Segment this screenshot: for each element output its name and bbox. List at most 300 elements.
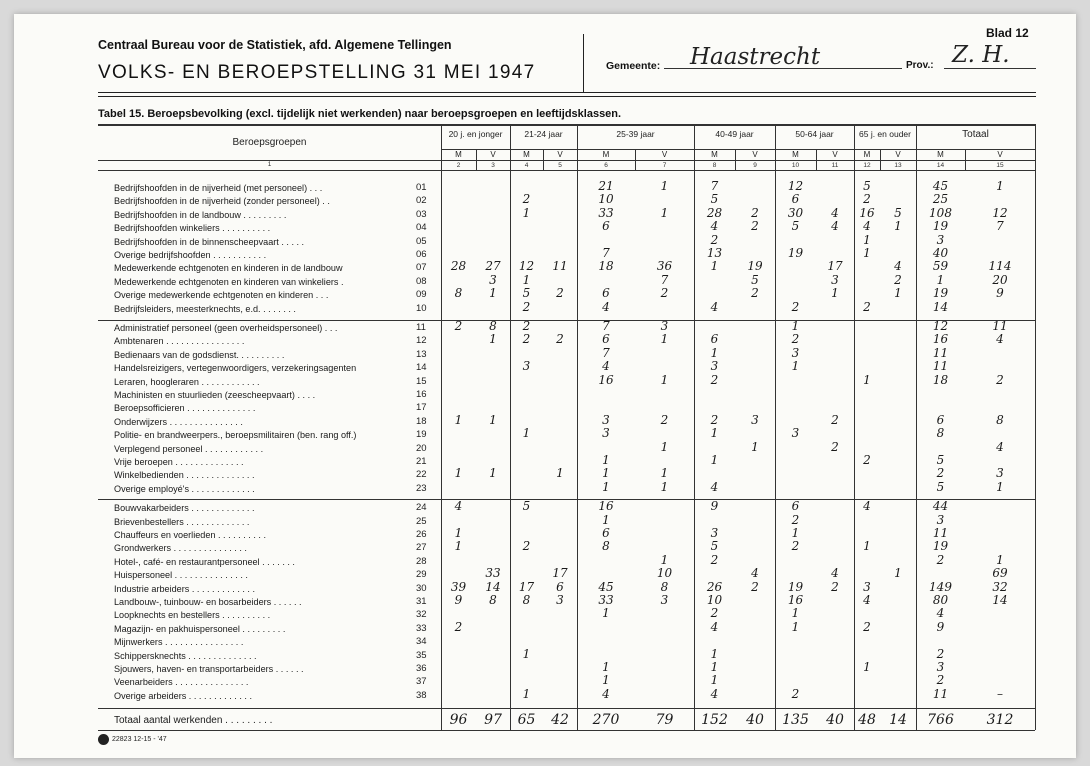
table-cell: 2 [710, 412, 719, 427]
table-cell: 3 [791, 345, 800, 360]
total-cell: 152 [701, 712, 728, 728]
sex-label: V [832, 150, 838, 159]
table-cell: 2 [710, 232, 719, 247]
table-cell: 1 [894, 286, 902, 301]
table-cell: 8 [489, 319, 497, 333]
table-title: Tabel 15. Beroepsbevolking (excl. tijdelijk niet werkenden) naar beroepsgroepen en leeftijdsklassen. [98, 108, 622, 120]
total-cell: 14 [889, 712, 907, 728]
occupation-row-number: 02 [416, 195, 427, 207]
table-cell: 1 [522, 205, 531, 220]
table-cell: 2 [751, 205, 759, 220]
column-number: 14 [936, 162, 945, 169]
column-number: 4 [524, 162, 529, 169]
table-cell: 7 [602, 246, 610, 260]
table-cell: 11 [932, 345, 949, 360]
total-cell: 96 [449, 712, 468, 728]
table-cell: 8 [454, 286, 463, 301]
table-cell: 1 [454, 526, 463, 540]
table-cell: 21 [598, 179, 614, 193]
occupation-row-label: Handelsreizigers, vertegenwoordigers, verzekeringsagenten [114, 363, 357, 374]
occupation-row-number: 05 [416, 235, 427, 247]
table-cell: 2 [454, 319, 463, 333]
table-cell: 3 [996, 466, 1004, 481]
colnum-header-rule [98, 170, 1035, 171]
table-cell: 16 [932, 332, 949, 347]
table-cell: 8 [489, 593, 497, 607]
occupation-row-number: 30 [416, 582, 427, 594]
header-rule [98, 92, 1036, 93]
table-cell: 10 [656, 566, 673, 581]
table-cell: 9 [454, 593, 463, 607]
table-cell: 9 [936, 619, 945, 634]
column-number: 13 [894, 162, 902, 169]
sheet-label: Blad 12 [986, 26, 1029, 40]
table-cell: 1 [710, 660, 719, 674]
table-cell: 1 [489, 412, 497, 427]
table-cell: – [997, 686, 1003, 701]
occupation-row-label: Medewerkende echtgenoten en kinderen van winkeliers . [114, 276, 344, 287]
column-number: 6 [604, 162, 608, 169]
total-cell: 135 [782, 712, 809, 728]
table-cell: 4 [710, 299, 719, 314]
table-cell: 2 [454, 619, 463, 634]
table-cell: 5 [522, 499, 531, 514]
occupation-row-number: 19 [416, 429, 427, 441]
occupation-row-label: Bedrijfshoofden in de landbouw . . . . . . . . . [114, 209, 287, 220]
table-cell: 11 [932, 526, 949, 540]
table-cell: 19 [747, 259, 763, 274]
occupation-row-number: 28 [416, 555, 427, 567]
table-cell: 3 [660, 319, 669, 333]
table-cell: 1 [660, 552, 669, 567]
table-cell: 19 [787, 246, 804, 260]
occupation-row-label: Landbouw-, tuinbouw- en bosarbeiders . . . . . . [114, 597, 302, 607]
table-cell: 2 [791, 299, 800, 314]
province-label: Prov.: [906, 60, 934, 71]
table-cell: 4 [454, 499, 463, 514]
table-cell: 1 [996, 552, 1004, 567]
table-cell: 2 [791, 686, 800, 701]
table-cell: 11 [932, 359, 949, 374]
table-cell: 1 [791, 606, 800, 621]
table-top-rule [98, 124, 1035, 126]
table-cell: 28 [450, 259, 467, 274]
table-cell: 2 [791, 512, 800, 527]
occupation-row-number: 16 [416, 389, 427, 400]
table-cell: 2 [522, 319, 531, 333]
table-cell: 2 [863, 299, 871, 314]
table-cell: 33 [598, 593, 614, 607]
table-cell: 9 [996, 286, 1004, 301]
sex-label: V [557, 150, 563, 159]
occupation-row-label: Bedienaars van de godsdienst. . . . . . . . . . [114, 349, 285, 360]
table-cell: 108 [929, 205, 952, 220]
table-cell: 8 [996, 412, 1004, 427]
table-cell: 2 [660, 286, 669, 301]
table-cell: 1 [710, 453, 719, 467]
occupation-row-number: 23 [416, 482, 427, 494]
occupation-row-number: 13 [416, 348, 427, 360]
table-cell: 36 [656, 259, 673, 274]
table-cell: 2 [522, 332, 531, 347]
table-cell: 1 [660, 332, 669, 347]
table-cell: 3 [660, 593, 669, 607]
table-cell: 20 [992, 272, 1008, 287]
occupation-row-label: Leraren, hoogleraren . . . . . . . . . . . . [114, 376, 260, 387]
column-number: 9 [753, 162, 757, 169]
table-cell: 10 [706, 593, 723, 607]
table-cell: 3 [936, 232, 945, 247]
table-cell: 4 [863, 499, 871, 514]
occupation-colnum: 1 [267, 161, 272, 168]
col-rule-occupation [441, 124, 442, 730]
sex-label: M [602, 150, 610, 159]
table-cell: 2 [936, 552, 945, 567]
table-cell: 2 [791, 332, 800, 347]
table-cell: 1 [660, 466, 669, 481]
occupation-row-label: Overige bedrijfshoofden . . . . . . . . . . . [114, 250, 267, 260]
column-number: 7 [662, 162, 667, 169]
table-cell: 45 [932, 179, 949, 193]
table-cell: 5 [751, 272, 759, 287]
table-cell: 33 [598, 205, 614, 220]
occupation-row-number: 12 [416, 335, 427, 347]
table-cell: 6 [936, 412, 945, 427]
occupation-row-number: 32 [416, 609, 427, 621]
occupation-row-label: Overige employé's . . . . . . . . . . . . . [114, 483, 255, 494]
table-cell: 1 [996, 479, 1004, 494]
table-cell: 2 [660, 412, 669, 427]
sex-label: V [752, 150, 758, 159]
occupation-row-label: Bedrijfsleiders, meesterknechts, e.d. . . . . . . . [114, 303, 296, 314]
table-cell: 3 [791, 426, 800, 441]
age-group-header: 25-39 jaar [616, 129, 655, 139]
table-cell: 1 [710, 646, 719, 661]
table-cell: 30 [787, 205, 804, 220]
section-rule-2 [98, 499, 1035, 500]
table-cell: 1 [660, 179, 669, 193]
table-cell: 1 [660, 205, 669, 220]
table-cell: 3 [936, 512, 945, 527]
table-cell: 2 [996, 372, 1004, 387]
table-cell: 1 [791, 319, 800, 333]
municipality-label: Gemeente: [606, 60, 661, 72]
occupation-row-number: 20 [416, 442, 427, 454]
table-cell: 3 [489, 272, 497, 287]
table-cell: 7 [602, 319, 610, 333]
table-cell: 19 [932, 539, 949, 554]
occupation-row-number: 36 [416, 663, 427, 674]
table-cell: 7 [710, 179, 719, 193]
column-number: 15 [996, 162, 1004, 169]
column-number: 8 [712, 162, 717, 169]
table-cell: 2 [710, 552, 719, 567]
table-cell: 2 [863, 619, 871, 634]
table-cell: 19 [932, 286, 949, 301]
occupation-row-label: Machinisten en stuurlieden (zeescheepvaart) . . . . [114, 390, 316, 400]
table-cell: 17 [827, 259, 843, 274]
table-cell: 4 [831, 219, 839, 234]
table-cell: 69 [992, 566, 1008, 581]
table-cell: 1 [454, 466, 463, 481]
table-cell: 1 [996, 179, 1004, 193]
occupation-row-label: Overige medewerkende echtgenoten en kinderen . . . [114, 290, 329, 301]
table-cell: 2 [936, 646, 945, 661]
occupation-row-label: Overige arbeiders . . . . . . . . . . . . . [114, 690, 252, 701]
occupation-row-label: Chauffeurs en voerlieden . . . . . . . . . . [114, 530, 266, 540]
total-cell: 312 [986, 712, 1014, 728]
table-cell: 7 [660, 272, 669, 287]
age-group-header: 21-24 jaar [524, 129, 563, 139]
sex-label: M [711, 150, 718, 159]
table-cell: 2 [710, 606, 719, 621]
table-cell: 1 [489, 466, 497, 481]
occupation-row-label: Bedrijfshoofden in de nijverheid (met personeel) . . . [114, 183, 323, 193]
table-cell: 1 [489, 286, 497, 301]
table-cell: 33 [485, 566, 501, 581]
table-cell: 1 [602, 512, 610, 527]
table-cell: 3 [522, 359, 531, 374]
occupation-row-number: 18 [416, 415, 427, 427]
table-cell: 1 [602, 479, 610, 494]
occupation-row-number: 38 [416, 689, 427, 701]
table-cell: 3 [936, 660, 945, 674]
table-cell: 2 [863, 192, 871, 207]
sex-label: M [455, 150, 462, 159]
occupation-row-label: Vrije beroepen . . . . . . . . . . . . . . [114, 457, 244, 467]
occupation-header: Beroepsgroepen [232, 137, 307, 148]
table-cell: 12 [932, 319, 949, 333]
table-cell: 1 [602, 673, 610, 688]
table-cell: 1 [710, 673, 719, 688]
column-number: 10 [791, 162, 800, 169]
occupation-row-number: 22 [416, 469, 427, 481]
occupation-row-label: Brievenbestellers . . . . . . . . . . . . . [114, 516, 250, 527]
organization-name: Centraal Bureau voor de Statistiek, afd. Algemene Tellingen [98, 38, 452, 52]
table-cell: 5 [936, 479, 945, 494]
table-cell: 3 [556, 593, 564, 607]
occupation-row-label: Bedrijfshoofden in de nijverheid (zonder personeel) . . [114, 196, 330, 207]
table-cell: 1 [454, 539, 463, 554]
sex-label: V [661, 150, 668, 159]
total-cell: 79 [655, 712, 674, 728]
occupation-row-number: 34 [416, 636, 427, 648]
occupation-row-label: Sjouwers, haven- en transportarbeiders . . . . . . [114, 664, 304, 674]
occupation-row-label: Onderwijzers . . . . . . . . . . . . . . . [114, 416, 243, 427]
table-cell: 6 [602, 332, 610, 347]
table-cell: 14 [932, 299, 949, 314]
occupation-row-number: 08 [416, 275, 427, 287]
occupation-row-label: Huispersoneel . . . . . . . . . . . . . . . [114, 570, 248, 581]
table-cell: 1 [522, 426, 531, 441]
occupation-row-number: 15 [416, 375, 427, 387]
table-cell: 2 [556, 286, 564, 301]
table-cell: 12 [518, 259, 535, 274]
total-cell: 42 [551, 712, 569, 728]
table-cell: 14 [992, 593, 1008, 607]
table-cell: 149 [929, 579, 952, 594]
table-cell: 1 [660, 372, 669, 387]
table-cell: 3 [863, 579, 871, 594]
table-cell: 1 [489, 332, 497, 347]
total-cell: 65 [517, 712, 536, 728]
occupation-row-number: 10 [416, 302, 427, 314]
table-cell: 27 [485, 259, 501, 274]
column-number: 3 [491, 162, 495, 169]
table-cell: 17 [552, 566, 568, 581]
table-cell: 32 [992, 579, 1008, 594]
table-cell: 3 [831, 272, 839, 287]
province-line [944, 68, 1036, 69]
table-cell: 2 [556, 332, 564, 347]
occupation-row-number: 29 [416, 569, 427, 581]
table-cell: 4 [710, 479, 719, 494]
table-cell: 4 [710, 619, 719, 634]
table-cell: 11 [932, 686, 949, 701]
age-group-header: 40-49 jaar [715, 129, 754, 139]
total-cell: 270 [592, 712, 620, 728]
occupation-row-number: 24 [416, 502, 427, 514]
table-cell: 8 [936, 426, 945, 441]
table-cell: 7 [996, 219, 1004, 234]
table-cell: 4 [996, 439, 1004, 454]
table-cell: 2 [791, 539, 800, 554]
age-group-header: Totaal [962, 129, 989, 140]
occupation-row-label: Verplegend personeel . . . . . . . . . . . . [114, 443, 264, 454]
sex-label: V [895, 150, 901, 159]
occupation-row-label: Veenarbeiders . . . . . . . . . . . . . . . [114, 677, 249, 688]
table-cell: 2 [751, 579, 759, 594]
column-number: 12 [863, 162, 871, 169]
table-cell: 4 [831, 205, 839, 220]
table-cell: 16 [598, 499, 614, 514]
table-cell: 1 [602, 453, 610, 467]
table-cell: 5 [710, 539, 719, 554]
table-cell: 1 [710, 345, 719, 360]
table-cell: 4 [996, 332, 1004, 347]
form-code: 22823 12-15 - '47 [112, 736, 167, 743]
column-number: 11 [831, 162, 839, 169]
table-cell: 1 [863, 660, 871, 674]
municipality-value: Haastrecht [690, 44, 821, 70]
table-cell: 1 [791, 526, 800, 540]
table-cell: 12 [787, 179, 804, 193]
table-cell: 11 [992, 319, 1008, 333]
table-cell: 3 [602, 412, 610, 427]
table-cell: 1 [791, 619, 800, 634]
table-cell: 2 [831, 439, 839, 454]
header-divider [583, 34, 584, 92]
table-cell: 4 [863, 593, 871, 607]
table-cell: 2 [936, 673, 945, 688]
table-cell: 40 [932, 246, 949, 260]
age-group-header: 20 j. en jonger [448, 129, 503, 139]
table-cell: 11 [552, 259, 568, 274]
occupation-row-label: Mijnwerkers . . . . . . . . . . . . . . . . [114, 637, 244, 648]
sex-label: M [937, 150, 944, 159]
table-cell: 6 [602, 526, 610, 540]
table-cell: 5 [710, 192, 719, 207]
table-cell: 2 [831, 579, 839, 594]
occupation-row-number: 07 [416, 262, 427, 274]
table-cell: 1 [936, 272, 945, 287]
occupation-row-number: 01 [416, 182, 427, 193]
table-cell: 8 [602, 539, 610, 554]
table-cell: 6 [710, 332, 719, 347]
total-cell: 766 [927, 712, 954, 728]
table-cell: 1 [710, 259, 719, 274]
table-cell: 4 [936, 606, 945, 621]
table-cell: 18 [932, 372, 949, 387]
occupation-row-label: Winkelbedienden . . . . . . . . . . . . . . [114, 470, 255, 481]
table-cell: 44 [932, 499, 949, 514]
occupation-row-number: 37 [416, 676, 427, 688]
table-cell: 2 [863, 453, 871, 467]
occupation-row-label: Ambtenaren . . . . . . . . . . . . . . . . [114, 336, 245, 347]
table-cell: 6 [602, 286, 610, 301]
age-group-header: 50-64 jaar [795, 129, 834, 139]
table-cell: 6 [791, 499, 800, 514]
table-cell: 2 [522, 539, 531, 554]
table-cell: 26 [706, 579, 723, 594]
table-cell: 8 [522, 593, 531, 607]
table-cell: 17 [518, 579, 535, 594]
table-cell: 3 [602, 426, 610, 441]
table-cell: 1 [602, 606, 610, 621]
occupation-row-number: 17 [416, 402, 427, 414]
table-cell: 1 [894, 219, 902, 234]
table-cell: 1 [522, 686, 531, 701]
sex-label: M [523, 150, 530, 159]
occupation-row-number: 31 [416, 596, 427, 607]
table-cell: 4 [710, 686, 719, 701]
column-number: 2 [456, 162, 461, 169]
table-cell: 2 [751, 219, 759, 234]
occupation-row-number: 27 [416, 542, 427, 554]
table-cell: 1 [660, 479, 669, 494]
col-rule-right [1035, 124, 1036, 730]
table-cell: 10 [598, 192, 614, 207]
table-cell: 6 [556, 579, 564, 594]
table-cell: 1 [660, 439, 669, 454]
table-cell: 1 [710, 426, 719, 441]
table-cell: 16 [787, 593, 804, 607]
occupation-row-label: Administratief personeel (geen overheidspersoneel) . . . [114, 323, 338, 333]
column-number: 5 [558, 162, 562, 169]
total-cell: 48 [858, 712, 876, 728]
table-cell: 16 [598, 372, 614, 387]
table-cell: 2 [751, 286, 759, 301]
table-cell: 19 [932, 219, 949, 234]
occupation-row-label: Hotel-, café- en restaurantpersoneel . . . . . . . [114, 556, 295, 567]
occupation-row-label: Bouwvakarbeiders . . . . . . . . . . . . . [114, 503, 255, 514]
table-cell: 1 [522, 272, 531, 287]
table-cell: 3 [710, 359, 719, 374]
table-cell: 18 [598, 259, 614, 274]
table-cell: 3 [710, 526, 719, 540]
table-cell: 7 [602, 345, 610, 360]
total-cell: 97 [484, 712, 502, 728]
table-cell: 1 [556, 466, 564, 481]
table-cell: 8 [660, 579, 669, 594]
table-cell: 5 [863, 179, 871, 193]
occupation-row-label: Schippersknechts . . . . . . . . . . . . . . [114, 650, 257, 661]
table-cell: 5 [894, 205, 902, 220]
age-group-header: 65 j. en ouder [859, 129, 911, 139]
sex-label: V [490, 150, 496, 159]
province-value: Z. H. [952, 42, 1010, 68]
sex-label: V [997, 150, 1003, 159]
